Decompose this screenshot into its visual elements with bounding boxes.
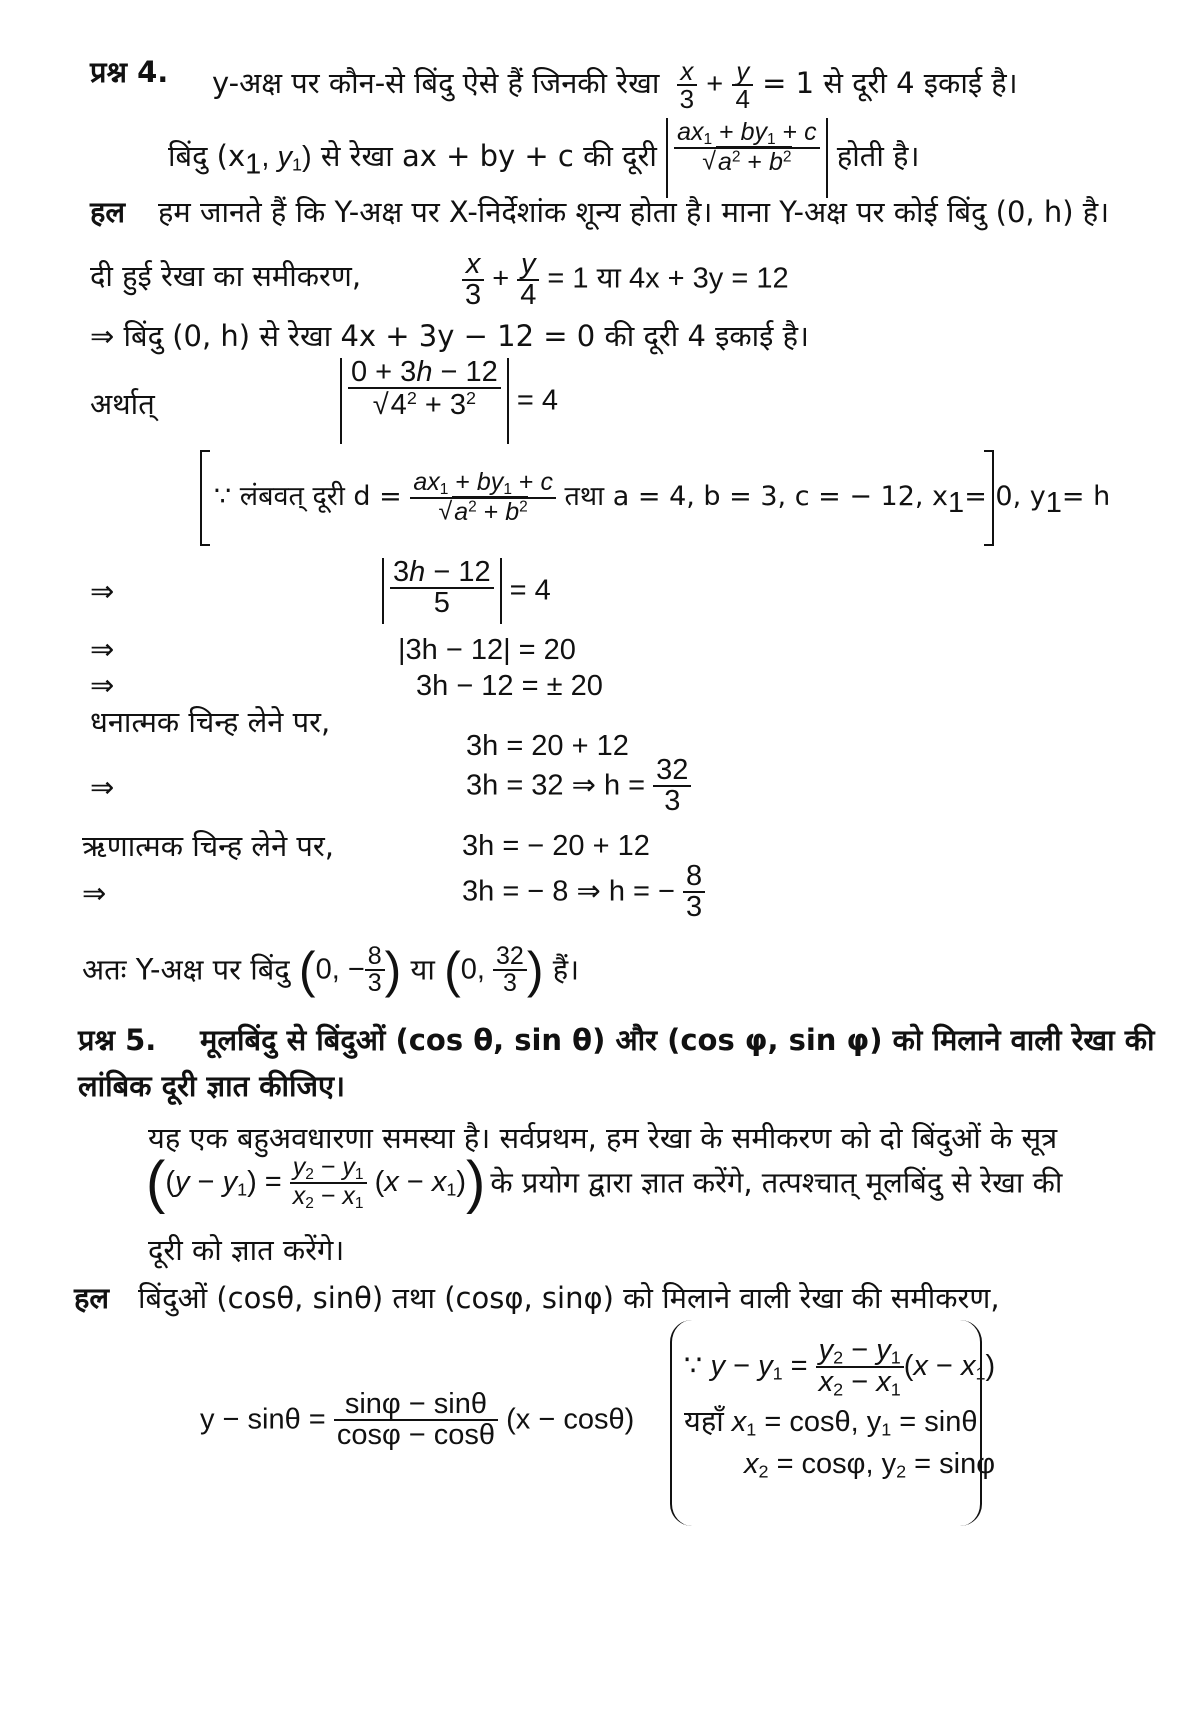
step1: $\frac{3h - 12}{5}$ = 4 [382,558,551,624]
q5-note3: दूरी को ज्ञात करेंगे। [148,1233,345,1267]
q4-label: प्रश्न 4. [90,55,169,89]
eq-num: sinφ − sinθ [334,1390,498,1421]
eq-den: cosφ − cosθ [336,1419,496,1451]
hint-a: बिंदु (x [168,139,246,173]
neg-text: ऋणात्मक चिन्ह लेने पर, [82,829,334,863]
line2-eq-text: = 1 या 4x + 3y = 12 [547,262,789,295]
bracket-d: = h [1061,480,1111,512]
hint-c: होती है। [836,139,920,173]
q4-text-a: y-अक्ष पर कौन-से बिंदु ऐसे हैं जिनकी रेखा [212,66,660,100]
distance-formula: $\frac{0 + 3h - 12}{√4^2 + 3^2}$ = 4 [340,358,558,444]
arrow-2: ⇒ [90,634,115,666]
arrow-4: ⇒ [90,772,115,804]
sol4-line2-eq: $\frac{x}{3}$ + $\frac{y}{4}$ = 1 या 4x + 3y = 12 [462,250,789,310]
neg1: 3h = − 20 + 12 [462,830,650,862]
neg2-a: 3h = − 8 ⇒ h = − [462,875,675,908]
hint-b: से रेखा ax + by + c की दूरी [320,139,657,173]
sol5-equation [200,1390,634,1450]
q4-text: y-अक्ष पर कौन-से बिंदु ऐसे हैं जिनकी रेखा $\frac{x}{3}$ + $\frac{y}{4}$ = 1 से दूरी 4 इकाई है। [212,56,1018,114]
q4-text-b: = 1 से दूरी 4 इकाई है। [762,66,1018,100]
side-v2b: = sinφ [914,1448,996,1480]
bracket-note: ∵ लंबवत् दूरी d = $\frac{ax_1 + by_1 + c}{√a^2 + b^2}$ तथा a = 4, b = 3, c = − 12, $x_1= 0$, $y_1= h$ [200,452,994,544]
concl-c: हैं। [552,952,580,987]
sol5-line1: बिंदुओं (cosθ, sinθ) तथा (cosφ, sinφ) को मिलाने वाली रेखा की समीकरण, [138,1281,1000,1315]
step3: 3h − 12 = ± 20 [416,670,603,702]
arrow-1: ⇒ [90,576,115,608]
note2-b: के प्रयोग द्वारा ज्ञात करेंगे, तत्पश्चात् मूलबिंदु से रेखा की [490,1165,1063,1200]
bracket-c: = 0, y [964,480,1046,512]
pos2: 3h = 32 ⇒ h = $\frac{32}{3}$ [466,756,691,816]
side-where: यहाँ [684,1406,724,1438]
sol4-line4-text: अर्थात् [90,387,155,421]
step1-eq: = 4 [509,574,551,607]
pos1: 3h = 20 + 12 [466,730,629,762]
arrow-3: ⇒ [90,670,115,702]
q4-hint: बिंदु ($x_1$, $y_1$) से रेखा ax + by + c की दूरी $\frac{ax_1 + by_1 + c}{√a^2 + b^2}$ होती है। [168,118,919,198]
q5-note1: यह एक बहुअवधारणा समस्या है। सर्वप्रथम, हम रेखा के समीकरण को दो बिंदुओं के सूत्र [148,1121,1058,1155]
concl-a: अतः Y-अक्ष पर बिंदु [82,952,290,987]
q5-text2: लांबिक दूरी ज्ञात कीजिए। [78,1069,346,1103]
conclusion: अतः Y-अक्ष पर बिंदु (0, − $\frac{8}{3}$ ) या (0, $\frac{32}{3}$ ) हैं। [82,942,580,998]
side-v1b: = sinθ [899,1406,978,1438]
q5-note2: ($(y - y_1)$ = $\frac{y_2 - y_1}{x_2 - x_1}$ $(x - x_1)$) के प्रयोग द्वारा ज्ञात करेंगे, तत्पश्चात् मूलबिंदु से रेखा की [146,1150,1063,1215]
q5-label: प्रश्न 5. [78,1023,157,1057]
concl-b: या [410,952,435,987]
sol4-line2-text: दी हुई रेखा का समीकरण, [90,259,362,293]
bracket-b: तथा a = 4, b = 3, c = − 12, x [564,480,949,512]
bracket-a: ∵ लंबवत् दूरी d = [214,480,402,512]
sol4-label: हल [90,195,126,229]
sol5-label: हल [74,1281,110,1315]
side-v2: = cosφ, y [776,1448,897,1480]
side-v1: = cosθ, y [764,1406,882,1438]
neg2: 3h = − 8 ⇒ h = − $\frac{8}{3}$ [462,862,705,922]
eq-left: y − sinθ = [200,1403,326,1436]
arrow-5: ⇒ [82,878,107,910]
pos-text: धनात्मक चिन्ह लेने पर, [90,705,331,739]
pos2-a: 3h = 32 ⇒ h = [466,769,646,802]
side-note: ∵ $y - y_1$ = $\frac{y_2 - y_1}{x_2 - x_1}$ $(x - x_1)$ यहाँ $x_1 = \cos\theta$, $y_1 = \sin\theta$ $x_2 = \cos\varphi$, $y_2 = \sin\varphi$ [670,1320,982,1526]
sol4-line3: ⇒ बिंदु (0, h) से रेखा 4x + 3y − 12 = 0 की दूरी 4 इकाई है। [90,319,809,353]
sol4-line1: हम जानते हैं कि Y-अक्ष पर X-निर्देशांक शून्य होता है। माना Y-अक्ष पर कोई बिंदु (0, h) है। [158,195,1110,229]
eq-right: (x − cosθ) [506,1403,635,1436]
q5-text1: मूलबिंदु से बिंदुओं (cos θ, sin θ) और (cos φ, sin φ) को मिलाने वाली रेखा की [200,1023,1155,1057]
step2: |3h − 12| = 20 [398,634,576,666]
